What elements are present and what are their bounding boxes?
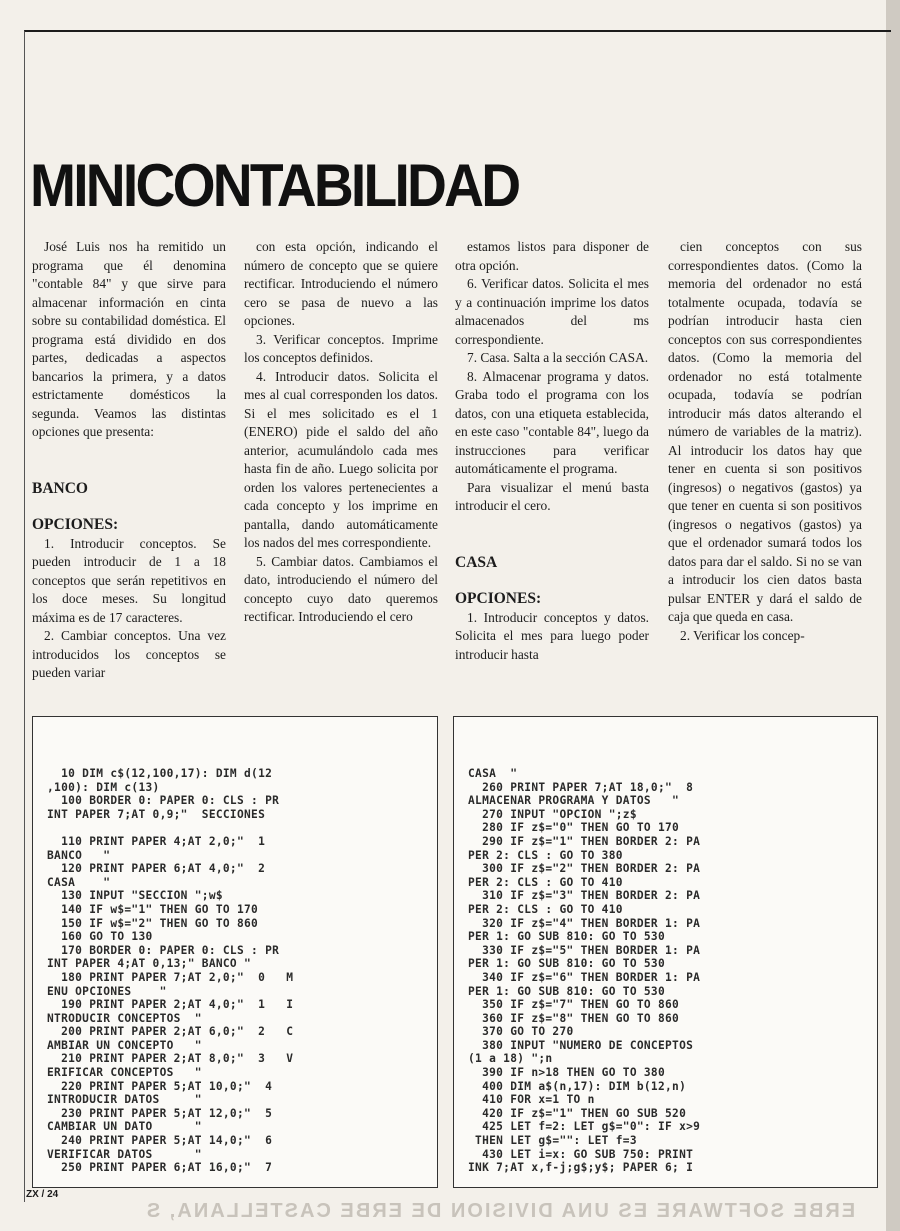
body-paragraph: 3. Verificar conceptos. Imprime los conceptos definidos. xyxy=(244,331,438,365)
basic-listing-left xyxy=(32,716,438,1188)
page-folio: ZX / 24 xyxy=(26,1189,59,1200)
basic-listing-right xyxy=(453,716,878,1188)
text-column-4 xyxy=(668,238,862,645)
bleed-through-text: ERBE SOFTWARE ES UNA DIVISION DE ERBE CASTELLANA, S xyxy=(144,1200,856,1222)
body-paragraph: 5. Cambiar datos. Cambiamos el dato, introduciendo el número del concepto cuyo dato queremos rectificar. Introduciendo el cero xyxy=(244,553,438,624)
body-paragraph: estamos listos para disponer de otra opción. xyxy=(455,239,649,273)
body-paragraph: 6. Verificar datos. Solicita el mes y a continuación imprime los datos almacenados del ms correspondiente. xyxy=(455,276,649,347)
section-heading: OPCIONES: xyxy=(32,516,119,533)
text-column-1 xyxy=(32,238,226,683)
body-paragraph: cien conceptos con sus correspondientes datos. (Como la memoria del ordenador no está totalmente ocupada, todavía se podrían introducir hasta cien conceptos con sus correspondientes datos. (Como la memoria del ordenador no está totalmente ocupada, todavía se podrían introducir más datos alterando el número de variables de la matriz). Al introducir los datos hay que tener en cuenta si son positivos (ingresos) o negativos (gastos) ya que tener en cuenta si son positivos (ingresos o negativos (gastos) ya que el ordenador sumará todos los datos para dar el saldo. Si no se van a introducir los cien datos basta pulsar ENTER y dará el saldo de caja que queda en casa. xyxy=(668,239,862,624)
section-heading: BANCO xyxy=(32,479,88,497)
text-column-2 xyxy=(244,238,438,627)
article-title: MINICONTABILIDAD xyxy=(30,152,519,219)
body-paragraph: 2. Verificar los concep- xyxy=(680,627,805,643)
body-paragraph: con esta opción, indicando el número de concepto que se quiere rectificar. Introduciendo el número cero se pasa de nuevo a las opciones. xyxy=(244,239,438,328)
spacer xyxy=(32,442,226,480)
code-listing-right: CASA " 260 PRINT PAPER 7;AT 18,0;" 8 ALMACENAR PROGRAMA Y DATOS " 270 INPUT "OPCION ";z$ 280 IF z$="0" THEN GO TO 170 290 IF z$="1" THEN BORDER 2: PA PER 2: CLS : GO TO 380 300 IF z$="2" THEN BORDER 2: PA PER 2: CLS : GO TO 410 310 IF z$="3" THEN BORDER 2: PA PER 2: CLS : GO TO 410 320 IF z$="4" THEN BORDER 1: PA PER 1: GO SUB 810: GO TO 530 330 IF z$="5" THEN BORDER 1: PA PER 1: GO SUB 810: GO TO 530 340 IF z$="6" THEN BORDER 1: PA PER 1: GO SUB 810: GO TO 530 350 IF z$="7" THEN GO TO 860 360 IF z$="8" THEN GO TO 860 370 GO TO 270 380 INPUT "NUMERO DE CONCEPTOS (1 a 18) ";n 390 IF n>18 THEN GO TO 380 400 DIM a$(n,17): DIM b(12,n) 410 FOR x=1 TO n 420 IF z$="1" THEN GO SUB 520 425 LET f=2: LET g$="0": IF x>9 THEN LET g$="": LET f=3 430 LET i=x: GO SUB 750: PRINT INK 7;AT x,f-j;g$;y$; PAPER 6; I xyxy=(468,767,701,1175)
text-column-3 xyxy=(455,238,649,664)
body-paragraph: 2. Cambiar conceptos. Una vez introducidos los conceptos se pueden variar xyxy=(32,628,226,680)
body-paragraph: 1. Introducir conceptos y datos. Solicita el mes para luego poder introducir hasta xyxy=(455,609,649,662)
body-paragraph: Para visualizar el menú basta introducir el cero. xyxy=(455,479,649,513)
section-heading: OPCIONES: xyxy=(455,590,542,607)
spacer xyxy=(32,498,226,516)
body-paragraph: 1. Introducir conceptos. Se pueden introducir de 1 a 18 conceptos que serán repetitivos en los doce meses. Su longitud máxima es de 17 caracteres. xyxy=(32,535,226,625)
body-paragraph: José Luis nos ha remitido un programa que él denomina "contable 84" y que sirve para almacenar información en cinta sobre su contabilidad doméstica. El programa está dividido en dos partes, dedicadas a aspectos bancarios la primera, y a datos estrictamente domésticos la segunda. Veamos las distintas opciones que presenta: xyxy=(32,239,226,439)
body-paragraph: 8. Almacenar programa y datos. Graba todo el programa con los datos, con una etiqueta establecida, en este caso "contable 84", luego da instrucciones para verificar automáticamente el programa. xyxy=(455,368,649,476)
body-paragraph: 4. Introducir datos. Solicita el mes al cual corresponden los datos. Si el mes solicitado es el 1 (ENERO) pide el saldo del año anterior, acumulándolo cada mes hasta fin de año. Luego solicita por orden los valores pertenecientes a cada concepto y los imprime en pantalla, dando automáticamente los nados del mes correspondiente. xyxy=(244,368,438,550)
spacer xyxy=(455,572,649,590)
code-listing-left: 10 DIM c$(12,100,17): DIM d(12 ,100): DIM c(13) 100 BORDER 0: PAPER 0: CLS : PR INT PAPER 7;AT 0,9;" SECCIONES 110 PRINT PAPER 4;AT 2,0;" 1 BANCO " 120 PRINT PAPER 6;AT 4,0;" 2 CASA " 130 INPUT "SECCION ";w$ 140 IF w$="1" THEN GO TO 170 150 IF w$="2" THEN GO TO 860 160 GO TO 130 170 BORDER 0: PAPER 0: CLS : PR INT PAPER 4;AT 0,13;" BANCO " 180 PRINT PAPER 7;AT 2,0;" 0 M ENU OPCIONES " 190 PRINT PAPER 2;AT 4,0;" 1 I NTRODUCIR CONCEPTOS " 200 PRINT PAPER 2;AT 6,0;" 2 C AMBIAR UN CONCEPTO " 210 PRINT PAPER 2;AT 8,0;" 3 V ERIFICAR CONCEPTOS " 220 PRINT PAPER 5;AT 10,0;" 4 INTRODUCIR DATOS " 230 PRINT PAPER 5;AT 12,0;" 5 CAMBIAR UN DATO " 240 PRINT PAPER 5;AT 14,0;" 6 VERIFICAR DATOS " 250 PRINT PAPER 6;AT 16,0;" 7 xyxy=(47,767,294,1175)
section-heading: CASA xyxy=(455,553,498,571)
spacer xyxy=(455,516,649,554)
body-paragraph: 7. Casa. Salta a la sección CASA. xyxy=(467,350,649,365)
